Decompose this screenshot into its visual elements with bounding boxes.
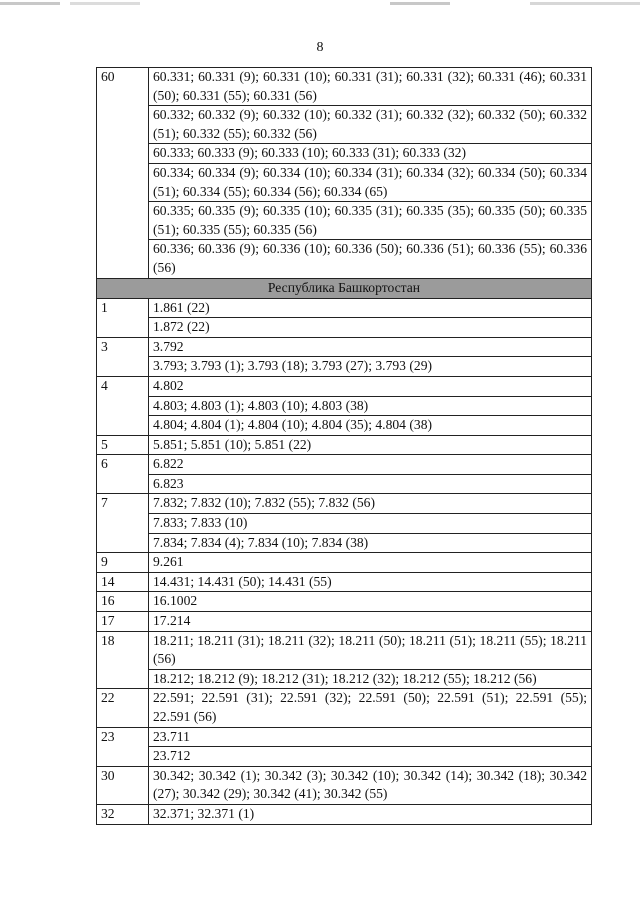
code-list-cell: 4.803; 4.803 (1); 4.803 (10); 4.803 (38) — [149, 396, 592, 416]
group-number-cell: 3 — [97, 337, 149, 376]
code-list-cell: 18.212; 18.212 (9); 18.212 (31); 18.212 (32); 18.212 (55); 18.212 (56) — [149, 669, 592, 689]
table-row — [97, 804, 592, 824]
table-row — [97, 416, 592, 436]
table-row — [97, 144, 592, 164]
group-number-cell: 7 — [97, 494, 149, 553]
table-row — [97, 689, 592, 727]
table-row — [97, 572, 592, 592]
table-row — [97, 202, 592, 240]
group-number-cell: 32 — [97, 804, 149, 824]
code-list-cell: 7.833; 7.833 (10) — [149, 514, 592, 534]
table-row — [97, 435, 592, 455]
group-number-cell: 5 — [97, 435, 149, 455]
table-row — [97, 357, 592, 377]
group-number-cell: 18 — [97, 631, 149, 689]
code-list-cell: 1.861 (22) — [149, 298, 592, 318]
group-number-cell: 17 — [97, 612, 149, 632]
table-row — [97, 766, 592, 804]
table-row — [97, 474, 592, 494]
group-number-cell: 14 — [97, 572, 149, 592]
group-number-cell: 22 — [97, 689, 149, 727]
code-list-cell: 7.834; 7.834 (4); 7.834 (10); 7.834 (38) — [149, 533, 592, 553]
region-header-row — [97, 278, 592, 298]
code-list-cell: 60.336; 60.336 (9); 60.336 (10); 60.336 (50); 60.336 (51); 60.336 (55); 60.336 (56) — [149, 240, 592, 278]
code-list-cell: 3.793; 3.793 (1); 3.793 (18); 3.793 (27); 3.793 (29) — [149, 357, 592, 377]
table-row — [97, 592, 592, 612]
codes-table — [96, 67, 592, 825]
code-list-cell: 23.711 — [149, 727, 592, 747]
code-list-cell: 60.332; 60.332 (9); 60.332 (10); 60.332 (31); 60.332 (32); 60.332 (50); 60.332 (51); 60.332 (55); 60.332 (56) — [149, 106, 592, 144]
code-list-cell: 5.851; 5.851 (10); 5.851 (22) — [149, 435, 592, 455]
code-list-cell: 6.823 — [149, 474, 592, 494]
code-list-cell: 16.1002 — [149, 592, 592, 612]
code-list-cell: 60.335; 60.335 (9); 60.335 (10); 60.335 (31); 60.335 (35); 60.335 (50); 60.335 (51); 60.335 (55); 60.335 (56) — [149, 202, 592, 240]
table-row — [97, 553, 592, 573]
table-row — [97, 533, 592, 553]
code-list-cell: 18.211; 18.211 (31); 18.211 (32); 18.211 (50); 18.211 (51); 18.211 (55); 18.211 (56) — [149, 631, 592, 669]
code-list-cell: 60.334; 60.334 (9); 60.334 (10); 60.334 (31); 60.334 (32); 60.334 (50); 60.334 (51); 60.334 (55); 60.334 (56); 60.334 (65) — [149, 163, 592, 201]
scan-artifact — [530, 2, 640, 5]
table-row — [97, 494, 592, 514]
code-list-cell: 6.822 — [149, 455, 592, 475]
code-list-cell: 60.331; 60.331 (9); 60.331 (10); 60.331 (31); 60.331 (32); 60.331 (46); 60.331 (50); 60.331 (55); 60.331 (56) — [149, 68, 592, 106]
group-number-cell: 4 — [97, 376, 149, 435]
code-list-cell: 23.712 — [149, 747, 592, 767]
codes-table-body — [97, 68, 592, 825]
code-list-cell: 22.591; 22.591 (31); 22.591 (32); 22.591 (50); 22.591 (51); 22.591 (55); 22.591 (56) — [149, 689, 592, 727]
table-row — [97, 376, 592, 396]
code-list-cell: 4.802 — [149, 376, 592, 396]
region-header-cell — [97, 278, 592, 298]
table-row — [97, 396, 592, 416]
code-list-cell: 9.261 — [149, 553, 592, 573]
table-row — [97, 747, 592, 767]
table-row — [97, 318, 592, 338]
table-row — [97, 669, 592, 689]
table-row — [97, 612, 592, 632]
table-row — [97, 106, 592, 144]
scan-artifact — [70, 2, 140, 5]
code-list-cell: 17.214 — [149, 612, 592, 632]
table-row — [97, 240, 592, 278]
table-row — [97, 298, 592, 318]
code-list-cell: 32.371; 32.371 (1) — [149, 804, 592, 824]
code-list-cell: 1.872 (22) — [149, 318, 592, 338]
table-row — [97, 455, 592, 475]
code-list-cell: 4.804; 4.804 (1); 4.804 (10); 4.804 (35); 4.804 (38) — [149, 416, 592, 436]
scan-artifact — [390, 2, 450, 5]
group-number-cell: 30 — [97, 766, 149, 804]
group-number-cell: 1 — [97, 298, 149, 337]
table-row — [97, 68, 592, 106]
group-number-cell: 6 — [97, 455, 149, 494]
table-row — [97, 727, 592, 747]
code-list-cell: 7.832; 7.832 (10); 7.832 (55); 7.832 (56) — [149, 494, 592, 514]
table-row — [97, 337, 592, 357]
table-row — [97, 163, 592, 201]
group-number-cell: 16 — [97, 592, 149, 612]
group-number-cell: 60 — [97, 68, 149, 279]
code-list-cell: 3.792 — [149, 337, 592, 357]
page-number: 8 — [316, 40, 324, 55]
scan-artifact — [0, 2, 60, 5]
code-list-cell: 14.431; 14.431 (50); 14.431 (55) — [149, 572, 592, 592]
region-title: Республика Башкортостан — [267, 279, 421, 295]
group-number-cell: 9 — [97, 553, 149, 573]
table-row — [97, 514, 592, 534]
code-list-cell: 30.342; 30.342 (1); 30.342 (3); 30.342 (10); 30.342 (14); 30.342 (18); 30.342 (27); 30.342 (29); 30.342 (41); 30.342 (55) — [149, 766, 592, 804]
table-row — [97, 631, 592, 669]
code-list-cell: 60.333; 60.333 (9); 60.333 (10); 60.333 (31); 60.333 (32) — [149, 144, 592, 164]
group-number-cell: 23 — [97, 727, 149, 766]
